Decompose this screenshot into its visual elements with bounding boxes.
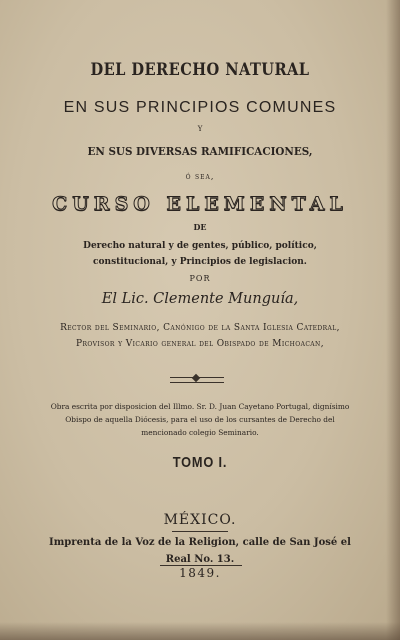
volume-label: TOMO I.	[172, 454, 228, 471]
city-label: MÉXICO.	[163, 512, 237, 528]
ornament-divider	[170, 377, 224, 383]
page-bottom-shadow	[0, 622, 400, 640]
curso-elemental: CURSO ELEMENTAL	[52, 193, 348, 215]
rule-divider	[172, 531, 228, 532]
book-title: DEL DERECHO NATURAL	[90, 60, 310, 80]
osea-text: ó sea,	[185, 172, 215, 181]
de-text: DE	[193, 222, 207, 232]
description-text: Derecho natural y de gentes, público, político, constitucional, y Principios de legislacion.	[83, 241, 317, 267]
year-label: 1849.	[179, 566, 221, 580]
book-subtitle-2: EN SUS DIVERSAS RAMIFICACIONES,	[87, 144, 313, 158]
dedication-text: Obra escrita por disposicion del Illmo. Sr. D. Juan Cayetano Portugal, dignísimo Obispo de aquella Diócesis, para el uso de los cursantes de Derecho del mencionado colegio Seminario.	[50, 402, 350, 437]
author-roles: Rector del Seminario, Canónigo de la Santa Iglesia Catedral, Provisor y Vicario general del Obispado de Michoacan,	[60, 323, 340, 349]
printer-text: Imprenta de la Voz de la Religion, calle de San José el Real No. 13.	[49, 537, 351, 565]
conjunction-y: Y	[197, 125, 203, 133]
author-name: El Lic. Clemente Munguía,	[101, 291, 299, 307]
book-subtitle: EN SUS PRINCIPIOS COMUNES	[63, 99, 337, 116]
por-text: POR	[189, 274, 211, 283]
page-edge-shadow	[386, 0, 400, 640]
